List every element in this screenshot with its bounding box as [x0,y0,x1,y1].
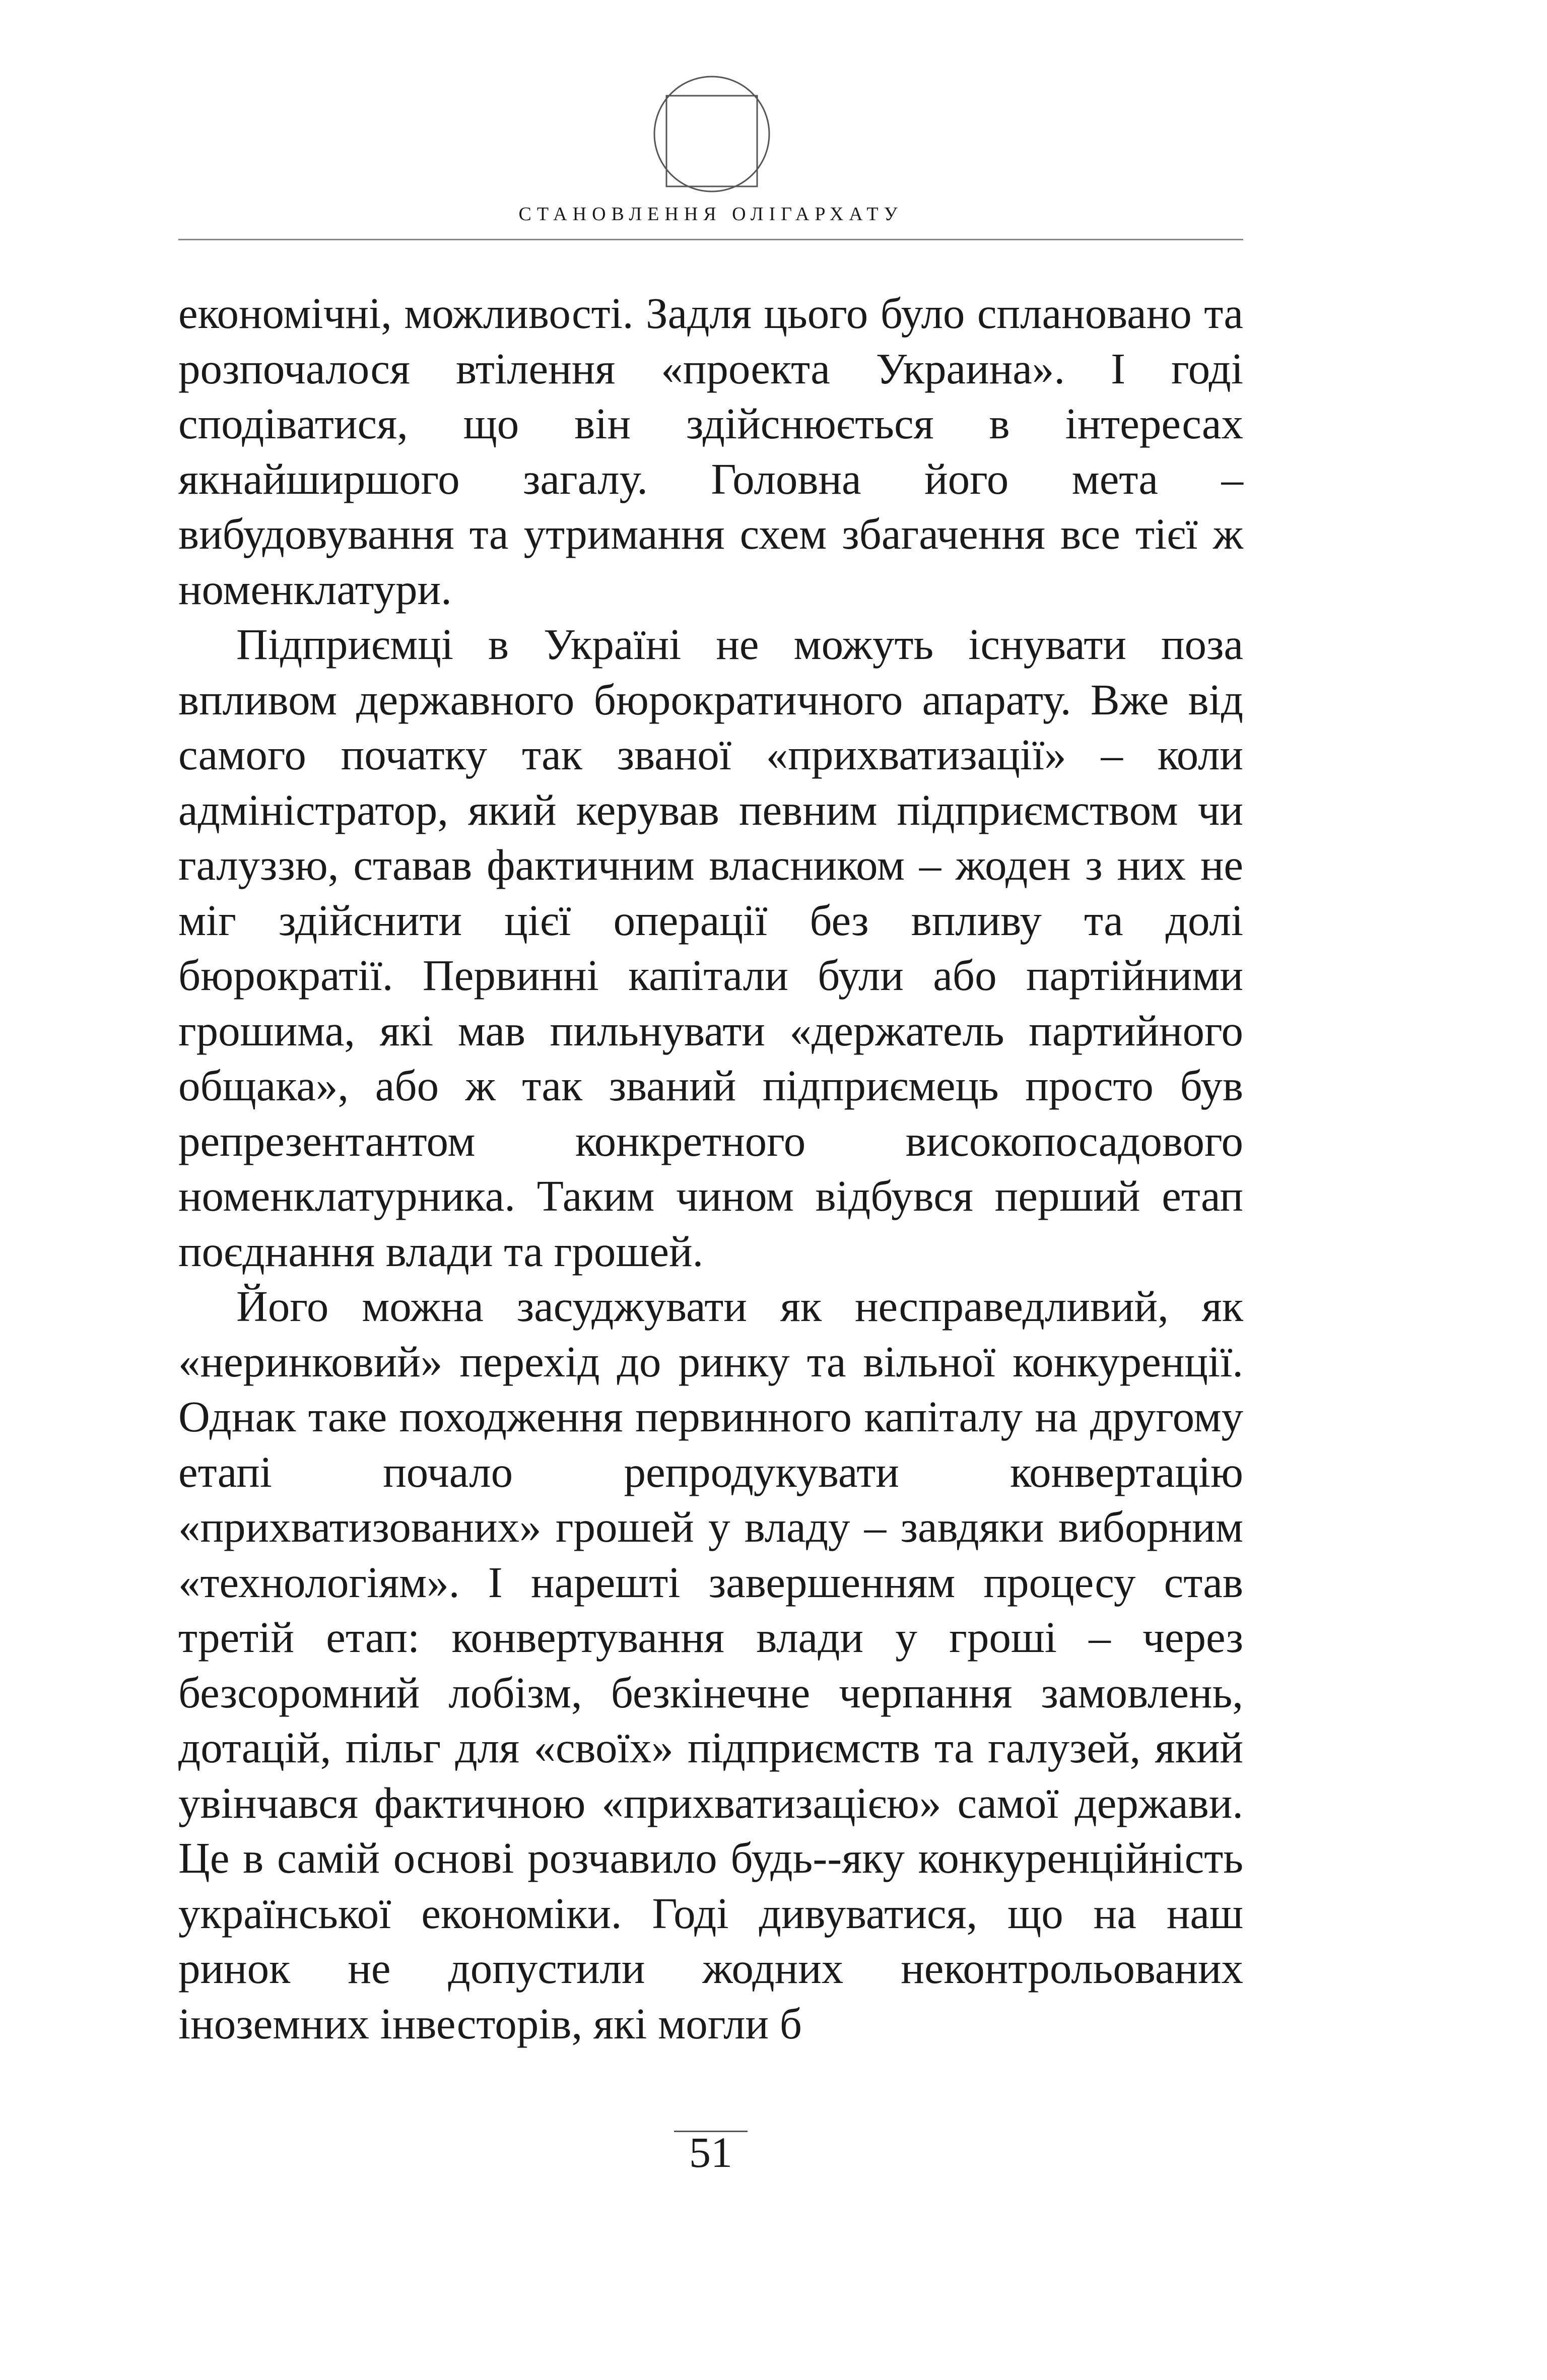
circle-square-emblem-icon [652,75,771,193]
paragraph-3: Його можна засуджувати як несправедливий, як «неринковий» перехід до ринку та вільної конкуренції. Однак таке походження первинного капіталу на другому етапі почало репродукувати конвертацію «прихватизованих» грошей у владу – завдяки виборним «технологіям». І нарешті завершенням процесу став третій етап: конвертування влади у гроші – через безсоромний лобізм, безкінечне черпання замовлень, дотацій, пільг для «своїх» підприємств та галузей, який увінчався фактичною «прихватизацією» самої держави. Це в самій основі розчавило будь--яку конкуренційність української економіки. Годі дивуватися, що на наш ринок не допустили жодних неконтрольованих іноземних інвесторів, які могли б [178,1282,1243,2048]
running-head: СТАНОВЛЕННЯ ОЛІГАРХАТУ [518,204,903,225]
paragraph-2: Підприємці в Україні не можуть існувати поза впливом державного бюрократичного апарату. Вже від самого початку так званої «прихватизації» – коли адміністратор, який керував певним підприємством чи галуззю, ставав фактичним власником – жоден з них не міг здійснити цієї операції без впливу та долі бюрократії. Первинні капітали були або партійними грошима, які мав пильнувати «держатель партийного общака», або ж так званий підприємець просто був репрезентантом конкретного високопосадового номенклатурника. Таким чином відбувся перший етап поєднання влади та грошей. [178,620,1243,1276]
paragraph-1: економічні, можливості. Задля цього було сплановано та розпочалося втілення «проекта Украина». І годі сподіватися, що він здійснюється в інтересах якнайширшого загалу. Головна його мета – вибудовування та утримання схем збагачення все тієї ж номенклатури. [178,289,1243,614]
page-number: 51 [689,2128,732,2176]
header-divider [178,239,1243,240]
page-body [178,286,1243,2051]
